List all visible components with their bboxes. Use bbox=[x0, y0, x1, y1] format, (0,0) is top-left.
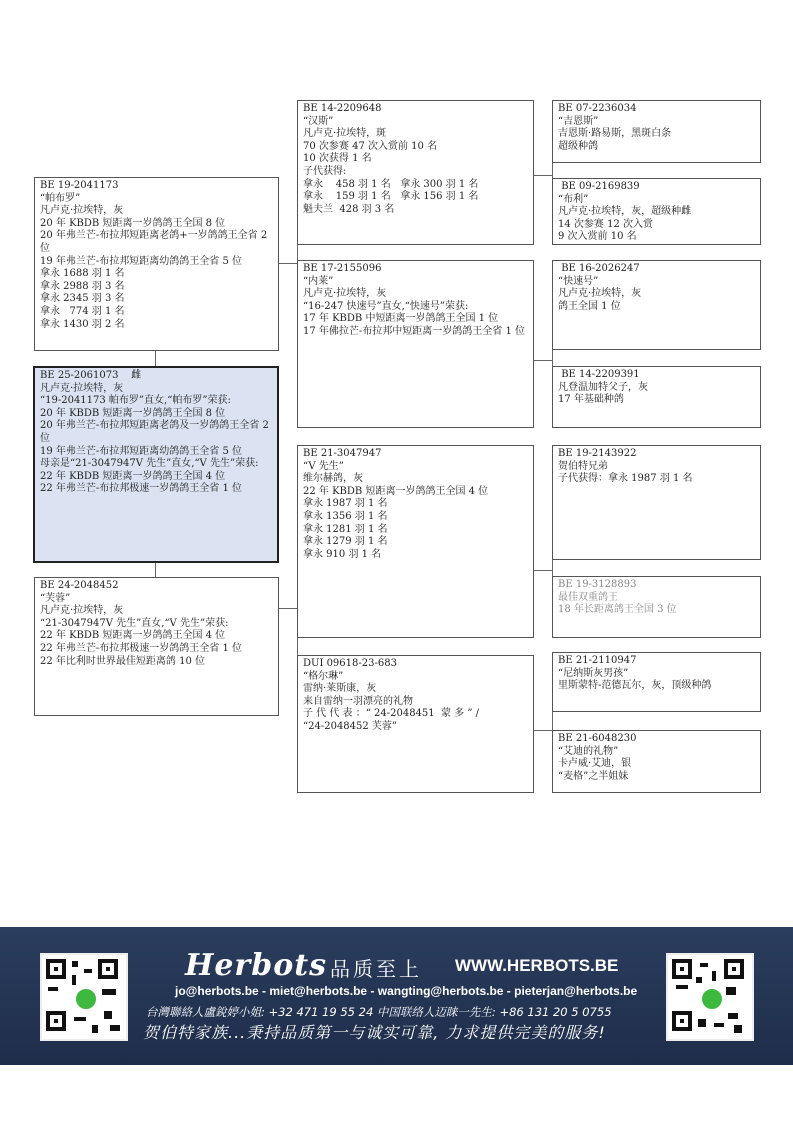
gen2-line: 拿永 159 羽 1 名 拿永 156 羽 1 名 bbox=[303, 191, 479, 203]
gen2-ring-number: BE 21-3047947 bbox=[303, 448, 382, 459]
connector-gen2b-gen3 bbox=[534, 360, 552, 361]
gen3-ring-number: BE 16-2026247 bbox=[558, 263, 640, 274]
gen3-ring-number: BE 09-2169839 bbox=[558, 181, 640, 192]
sire-line: 拿永 1430 羽 2 名 bbox=[40, 318, 125, 330]
gen3-ring-number: BE 07-2236034 bbox=[558, 103, 637, 114]
gen3-card-7 bbox=[552, 652, 761, 712]
gen2-name: “格尔琳” bbox=[303, 670, 344, 682]
sire-line: 拿永 774 羽 1 名 bbox=[40, 305, 125, 317]
gen2-ring-number: BE 14-2209648 bbox=[303, 103, 382, 114]
gen3-line: 卡卢威·艾迪，银 bbox=[558, 758, 632, 770]
sire-name: “帕布罗” bbox=[40, 192, 81, 204]
gen2-name: “V 先生” bbox=[303, 460, 344, 472]
gen3-line: 凡登温加特父子，灰 bbox=[558, 381, 648, 393]
connector-gen2c-gen3-v bbox=[552, 560, 553, 576]
subject-line: 20 年弗兰芒-布拉邦短距离老鸽及一岁鸽鸽王全省 2 位 bbox=[40, 420, 273, 444]
gen3-line: 9 次入赏前 10 名 bbox=[558, 231, 637, 243]
wechat-badge-icon bbox=[74, 987, 98, 1011]
qr-code-icon[interactable] bbox=[40, 953, 128, 1041]
gen2-line: 凡卢克·拉埃特，灰 bbox=[303, 288, 387, 300]
dam-card bbox=[34, 577, 279, 716]
gen3-name: “吉恩斯” bbox=[558, 115, 599, 127]
gen3-line: 子代获得：拿永 1987 羽 1 名 bbox=[558, 473, 693, 485]
brand-slogan: 品质至上 bbox=[330, 957, 422, 981]
connector-sire-subject bbox=[155, 350, 156, 366]
connector-dam-gen2 bbox=[278, 608, 297, 609]
sire-line: 20 年 KBDB 短距离一岁鸽鸽王全国 8 位 bbox=[40, 217, 226, 229]
connector-gen2c-gen3 bbox=[534, 570, 552, 571]
gen3-card-3 bbox=[552, 260, 761, 350]
gen3-ring-number: BE 14-2209391 bbox=[558, 369, 640, 380]
gen2-line: 拿永 1987 羽 1 名 bbox=[303, 498, 388, 510]
gen3-name: “快速号” bbox=[558, 275, 599, 287]
gen3-name: “布利” bbox=[558, 193, 589, 205]
gen2-line: 魁夫兰 428 羽 3 名 bbox=[303, 203, 395, 215]
gen3-line: 鸽王全国 1 位 bbox=[558, 300, 621, 312]
gen3-ring-number: BE 21-6048230 bbox=[558, 733, 637, 744]
gen2-line: 17 年 KBDB 中短距离一岁鸽鸽王全国 1 位 bbox=[303, 313, 499, 325]
gen3-name: “尼纳斯灰男孩” bbox=[558, 667, 629, 679]
gen2-line: 拿永 910 羽 1 名 bbox=[303, 548, 382, 560]
gen2-line: 17 年佛拉芒-布拉邦中短距离一岁鸽鸽王全省 1 位 bbox=[303, 325, 526, 337]
gen3-name: “艾迪的礼物” bbox=[558, 745, 619, 757]
subject-card bbox=[33, 366, 279, 563]
dam-name: “芙蓉” bbox=[40, 592, 71, 604]
connector-sire-gen2 bbox=[278, 263, 297, 264]
dam-line: 凡卢克·拉埃特，灰 bbox=[40, 605, 124, 617]
gen2-line: 来自雷纳一羽漂亮的礼物 bbox=[303, 695, 413, 707]
gen2-line: 维尔赫鸽，灰 bbox=[303, 473, 363, 485]
gen3-card-6 bbox=[552, 576, 761, 638]
dam-line: 22 年 KBDB 短距离一岁鸽鸽王全国 4 位 bbox=[40, 630, 226, 642]
gen3-ring-number: BE 19-3128893 bbox=[558, 579, 637, 590]
gen3-line: “麦格”之半姐妹 bbox=[558, 770, 629, 782]
sire-card bbox=[34, 177, 279, 351]
gen2-line: 70 次参赛 47 次入赏前 10 名 bbox=[303, 140, 438, 152]
dam-line: 22 年弗兰芒-布拉邦极速一岁鸽鸽王全省 1 位 bbox=[40, 642, 243, 654]
gen2-ring-number: BE 17-2155096 bbox=[303, 263, 382, 274]
subject-line: “19-2041173 帕布罗”直女,“帕布罗”荣获: bbox=[40, 395, 231, 407]
email-contacts[interactable]: jo@herbots.be - miet@herbots.be - wangting@herbots.be - pieterjan@herbots.be bbox=[175, 984, 638, 998]
gen2-line: 拿永 1279 羽 1 名 bbox=[303, 536, 388, 548]
sire-line: 拿永 2988 羽 3 名 bbox=[40, 280, 125, 292]
gen2-line: 子 代 代 表 ：“ 24-2048451 蒙 多 ” / bbox=[303, 708, 480, 720]
connector-gen2a-gen3 bbox=[534, 175, 552, 176]
connector-gen2d-gen3 bbox=[534, 730, 552, 731]
subject-line: 20 年 KBDB 短距离一岁鸽鸽王全国 8 位 bbox=[40, 407, 226, 419]
gen2-line: 子代获得: bbox=[303, 165, 347, 177]
subject-line: 凡卢克·拉埃特，灰 bbox=[40, 382, 124, 394]
gen3-line: 18 年长距离鸽王全国 3 位 bbox=[558, 604, 677, 616]
sire-line: 19 年弗兰芒-布拉邦短距离幼鸽鸽王全省 5 位 bbox=[40, 255, 243, 267]
gen3-line: 17 年基础种鸽 bbox=[558, 394, 624, 406]
wechat-qr-code-icon[interactable] bbox=[666, 953, 754, 1041]
gen3-line: 凡卢克·拉埃特，灰，超级种雌 bbox=[558, 206, 692, 218]
dam-line: “21-3047947V 先生”直女,“V 先生”荣获: bbox=[40, 617, 229, 629]
gen3-card-5 bbox=[552, 445, 761, 560]
gen3-line: 贺伯特兄弟 bbox=[558, 460, 608, 472]
gen3-card-2 bbox=[552, 178, 761, 245]
gen2-line: 凡卢克·拉埃特，斑 bbox=[303, 128, 387, 140]
grandsire-maternal-card bbox=[297, 445, 534, 638]
subject-line: 22 年弗兰芒-布拉邦极速一岁鸽鸽王全省 1 位 bbox=[40, 483, 243, 495]
gen2-line: 拿永 1356 羽 1 名 bbox=[303, 510, 388, 522]
gen3-card-1 bbox=[552, 100, 761, 163]
phone-contacts: 台灣聯絡人盧銳婷小姐: +32 471 19 55 24 中国联络人迈睐一先生: +86 131 20 5 0755 bbox=[146, 1005, 612, 1019]
subject-ring-number: BE 25-2061073 雌 bbox=[40, 370, 142, 381]
dam-ring-number: BE 24-2048452 bbox=[40, 580, 119, 591]
sire-line: 凡卢克·拉埃特，灰 bbox=[40, 205, 124, 217]
sire-line: 20 年弗兰芒-布拉邦短距离老鸽+一岁鸽鸽王全省 2 位 bbox=[40, 230, 271, 254]
website-link[interactable]: WWW.HERBOTS.BE bbox=[455, 956, 619, 975]
gen2-ring-number: DUI 09618-23-683 bbox=[303, 658, 397, 669]
gen3-ring-number: BE 21-2110947 bbox=[558, 655, 637, 666]
gen2-line: “16-247 快速号”直女,“快速号”荣获: bbox=[303, 300, 469, 312]
grandsire-paternal-card bbox=[297, 100, 534, 245]
dam-line: 22 年比利时世界最佳短距离鸽 10 位 bbox=[40, 655, 205, 667]
gen3-line: 里斯蒙特-范德瓦尔，灰，顶级种鸽 bbox=[558, 680, 712, 692]
family-motto: 贺伯特家族...秉持品质第一与诚实可靠, 力求提供完美的服务! bbox=[143, 1023, 606, 1042]
gen3-line: 凡卢克·拉埃特，灰 bbox=[558, 288, 642, 300]
granddam-maternal-card bbox=[297, 655, 534, 793]
connector-gen2d-gen3-v bbox=[552, 712, 553, 732]
gen2-line: 拿永 458 羽 1 名 拿永 300 羽 1 名 bbox=[303, 178, 479, 190]
gen3-line: 14 次参赛 12 次入赏 bbox=[558, 218, 653, 230]
gen2-line: 拿永 1281 羽 1 名 bbox=[303, 523, 388, 535]
gen3-card-4 bbox=[552, 366, 761, 428]
gen2-line: 雷纳·莱斯康，灰 bbox=[303, 683, 377, 695]
sire-line: 拿永 2345 羽 3 名 bbox=[40, 293, 125, 305]
subject-line: 19 年弗兰芒-布拉邦短距离幼鸽鸽王全省 5 位 bbox=[40, 445, 243, 457]
wechat-badge-icon bbox=[700, 987, 724, 1011]
gen3-line: 吉恩斯·路易斯，黑斑白条 bbox=[558, 128, 672, 140]
gen2-line: 10 次获得 1 名 bbox=[303, 153, 372, 165]
sire-ring-number: BE 19-2041173 bbox=[40, 180, 119, 191]
gen2-name: “汉斯” bbox=[303, 115, 334, 127]
granddam-paternal-card bbox=[297, 260, 534, 428]
connector-gen2b-gen3-v bbox=[552, 350, 553, 366]
gen2-line: 22 年 KBDB 短距离一岁鸽鸽王全国 4 位 bbox=[303, 485, 489, 497]
gen3-card-8 bbox=[552, 730, 761, 793]
subject-line: 22 年 KBDB 短距离一岁鸽鸽王全国 4 位 bbox=[40, 470, 226, 482]
gen2-name: “内莱” bbox=[303, 275, 334, 287]
gen3-line: 超级种鸽 bbox=[558, 140, 598, 152]
gen3-ring-number: BE 19-2143922 bbox=[558, 448, 637, 459]
gen3-line: 最佳双重鸽王 bbox=[558, 591, 618, 603]
subject-line: 母亲是“21-3047947V 先生”直女,“V 先生”荣获: bbox=[40, 458, 259, 470]
gen2-line: “24-2048452 芙蓉” bbox=[303, 720, 398, 732]
sire-line: 拿永 1688 羽 1 名 bbox=[40, 268, 125, 280]
connector-subject-dam bbox=[155, 563, 156, 577]
brand-logo: Herbots bbox=[185, 948, 327, 983]
